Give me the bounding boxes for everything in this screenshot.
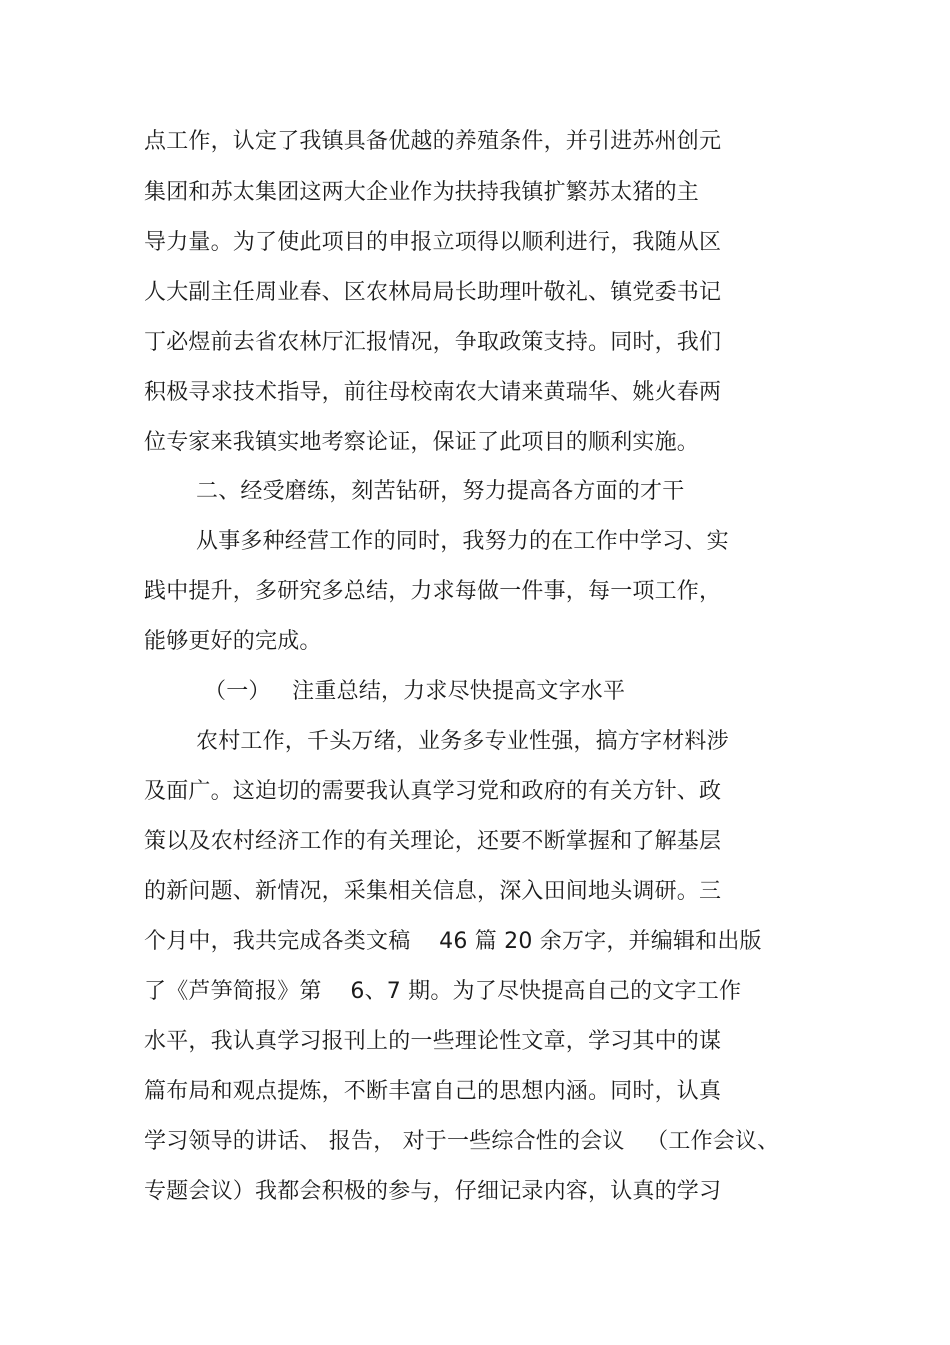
paragraph-line: 集团和苏太集团这两大企业作为扶持我镇扩繁苏太猪的主: [144, 180, 700, 205]
paragraph-line: 从事多种经营工作的同时，我努力的在工作中学习、实: [196, 529, 729, 554]
section-heading: 二、经受磨练，刻苦钻研，努力提高各方面的才干: [196, 479, 685, 504]
paragraph-line: 位专家来我镇实地考察论证，保证了此项目的顺利实施。: [144, 430, 700, 455]
paragraph-line: 专题会议）我都会积极的参与，仔细记录内容，认真的学习: [144, 1179, 722, 1204]
paragraph-line: 及面广。这迫切的需要我认真学习党和政府的有关方针、政: [144, 779, 722, 804]
paragraph-line: 的新问题、新情况，采集相关信息，深入田间地头调研。三: [144, 879, 722, 904]
paragraph-line: 水平，我认真学习报刊上的一些理论性文章，学习其中的谋: [144, 1029, 722, 1054]
paragraph-line: 点工作，认定了我镇具备优越的养殖条件，并引进苏州创元: [144, 129, 722, 154]
paragraph-line: 丁必煜前去省农林厅汇报情况，争取政策支持。同时，我们: [144, 330, 722, 355]
paragraph-line: 学习领导的讲话、 报告， 对于一些综合性的会议 （工作会议、: [144, 1129, 780, 1154]
paragraph-line: 导力量。为了使此项目的申报立项得以顺利进行，我随从区: [144, 230, 722, 255]
paragraph-line: 篇布局和观点提炼，不断丰富自己的思想内涵。同时，认真: [144, 1079, 722, 1104]
paragraph-line: 策以及农村经济工作的有关理论，还要不断掌握和了解基层: [144, 829, 722, 854]
paragraph-line: 人大副主任周业春、区农林局局长助理叶敬礼、镇党委书记: [144, 280, 722, 305]
paragraph-line: 积极寻求技术指导，前往母校南农大请来黄瑞华、姚火春两: [144, 380, 722, 405]
paragraph-line: 个月中，我共完成各类文稿 46 篇 20 余万字，并编辑和出版: [144, 929, 762, 954]
paragraph-line: 农村工作，千头万绪，业务多专业性强，搞方字材料涉: [196, 729, 729, 754]
paragraph-line: 践中提升，多研究多总结，力求每做一件事，每一项工作，: [144, 579, 722, 604]
paragraph-line: 能够更好的完成。: [144, 629, 322, 654]
paragraph-line: 了《芦笋简报》第 6、7 期。为了尽快提高自己的文字工作: [144, 979, 742, 1004]
subsection-heading: （一） 注重总结，力求尽快提高文字水平: [204, 679, 626, 704]
